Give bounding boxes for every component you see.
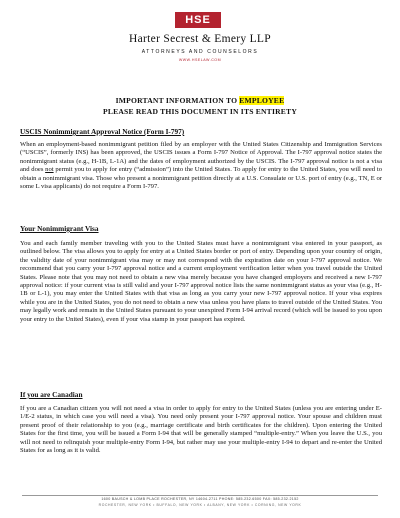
- footer-divider: [22, 495, 378, 496]
- firm-logo: HSE: [175, 12, 221, 28]
- firm-website: WWW.HSELAW.COM: [178, 58, 222, 62]
- title-line-1: [0, 95, 400, 106]
- footer-offices: ROCHESTER, NEW YORK • BUFFALO, NEW YORK • ALBANY, NEW YORK • CORNING, NEW YORK: [98, 503, 302, 507]
- paragraph-text: When an employment-based nonimmigrant petition filed by an employer with the United States Citizenship and Immigration Services (“USCIS”, formerly INS) has been approved, the USCIS issues a Form I-797 Notice of Approval. The I-797 approval notice states the nonimmigrant status (e.g., H-1B, L-1A) and the dates of employment authorized by the USCIS. The I-797 approval notice is not a visa and does: [20, 141, 382, 174]
- title-prefix: IMPORTANT INFORMATION TO: [115, 96, 240, 105]
- section-heading-approval-notice: USCIS Nonimmigrant Approval Notice (Form I-797): [20, 127, 185, 136]
- section-heading-canadian: If you are Canadian: [20, 390, 83, 399]
- footer-address: 1600 BAUSCH & LOMB PLACE ROCHESTER, NY 14604-2711 PHONE: 585.232.6500 FAX: 585.232.2152: [101, 497, 299, 501]
- section-heading-visa: Your Nonimmigrant Visa: [20, 224, 99, 233]
- title-line-2: PLEASE READ THIS DOCUMENT IN ITS ENTIRETY: [102, 107, 297, 116]
- paragraph-underlined-word: not: [45, 166, 54, 174]
- section-paragraph-canadian: If you are a Canadian citizen you will not need a visa in order to apply for entry to the United States (unless you are entering under E-1/E-2 status, in which case you will need a visa). You need only present your I-797 approval notice. Your spouse and children must present proof of their relationship to you (e.g., marriage certificate and birth certificates for the children). Upon entering the United States for the first time, you will be issued a Form I-94 that will be generally stamped “multiple-entry.” When you leave the U.S., you will not need to relinquish your multiple-entry Form I-94, but rather may use your multiple-entry I-94 to depart and re-enter the United States for as long as it is valid.: [20, 405, 382, 455]
- paragraph-text: permit you to apply for entry (“admission”) into the United States. To apply for entry to the United States, you will need to obtain a nonimmigrant visa. Those who present a nonimmigrant petition directly at a U.S. Consulate or U.S. port of entry (e.g., TN, E or some L visa applicants) do not require a Form I-797.: [20, 166, 382, 191]
- section-paragraph-approval-notice: [20, 141, 382, 191]
- document-title: [0, 95, 400, 117]
- firm-name: Harter Secrest & Emery LLP: [129, 33, 271, 45]
- section-paragraph-visa: You and each family member traveling with you to the United States must have a nonimmigrant visa entered in your passport, as outlined below. The visa allows you to apply for entry at a United States border or port of entry. Depending upon your country of origin, the validity date of your nonimmigrant visa may or may not correspond with the expiration date on your I-797 approval notice. We recommend that you carry your I-797 approval notice and a current employment verification letter when you travel outside the United States. Please note that you may not need to obtain a new visa merely because you have changed employers and received a new I-797 approval notice: if your current visa is still valid and your I-797 approval notice lists the same nonimmigrant status as your visa (e.g., H-1B or L-1), you may enter the United States with that visa as long as you carry your new I-797 approval notice. If your visa expires while you are in the United States, you do not need to obtain a new visa unless you have plans to travel outside of the United States. You may legally work and remain in the United States pursuant to your unexpired Form I-94 arrival record (which will be issued to you upon your entry to the United States), even if your visa stamp in your passport has expired.: [20, 240, 382, 323]
- title-highlight: EMPLOYEE: [239, 96, 285, 105]
- firm-subtitle: ATTORNEYS AND COUNSELORS: [141, 49, 259, 55]
